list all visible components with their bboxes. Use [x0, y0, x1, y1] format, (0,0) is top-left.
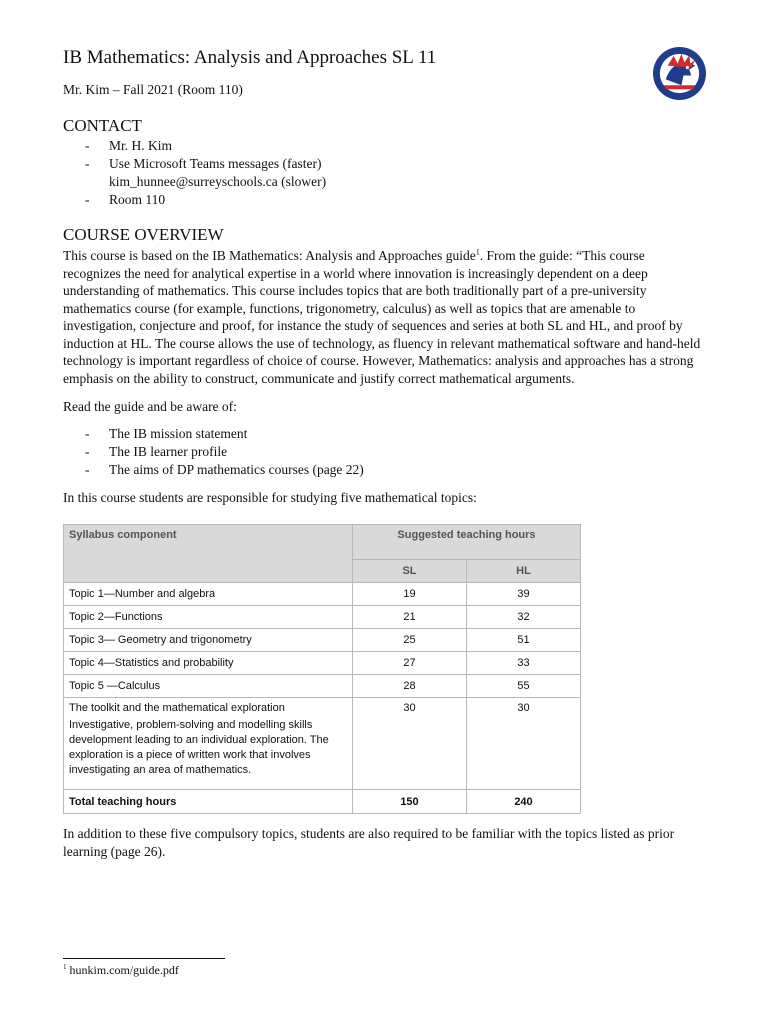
list-item[interactable]	[85, 173, 326, 191]
list-item: - The aims of DP mathematics courses (page 22)	[85, 462, 364, 477]
column-header-hours: Suggested teaching hours	[353, 525, 581, 560]
table-row: Topic 3— Geometry and trigonometry 25 51	[64, 629, 581, 652]
toolkit-description: Investigative, problem-solving and modelling skills development leading to an individual exploration. The exploration is a piece of written work that involves investigating an area of mathematics.	[69, 719, 329, 776]
table-row: Topic 2—Functions 21 32	[64, 606, 581, 629]
aware-list	[85, 425, 364, 479]
column-header-component: Syllabus component	[64, 525, 353, 583]
footnote-reference[interactable]: 1	[475, 247, 480, 257]
footnote-separator	[63, 958, 225, 959]
page-title: IB Mathematics: Analysis and Approaches SL 11	[63, 47, 437, 68]
table-row: Topic 4—Statistics and probability 27 33	[64, 652, 581, 675]
table-row-toolkit: The toolkit and the mathematical exploration Investigative, problem-solving and modelling skills development leading to an individual exploration. The exploration is a piece of written work that involves investigating an area of mathematics. 30 30	[64, 698, 581, 790]
overview-paragraph: This course is based on the IB Mathematics: Analysis and Approaches guide$^1$. From the guide: “This course recognizes the need for analytical expertise in a world where innovation is increasingly dependent on a deep understanding of mathematics. This course includes topics that are both traditionally part of a pre-university mathematics course (for example, functions, trigonometry, calculus) as well as topics that are amenable to investigation, conjecture and proof, for instance the study of sequences and series at both SL and HL, and proof by induction at HL. The course allows the use of technology, as fluency in relevant mathematical software and hand-held technology is important regardless of choice of course. However, Mathematics: analysis and approaches has a strong emphasis on the ability to construct, communicate and justify correct mathematical arguments.	[63, 247, 701, 386]
topics-intro-text: In this course students are responsible for studying five mathematical topics:	[63, 490, 477, 505]
closing-paragraph: In addition to these five compulsory topics, students are also required to be familiar with the topics listed as prior learning (page 26).	[63, 826, 675, 859]
read-guide-text: Read the guide and be aware of:	[63, 399, 237, 414]
contact-list	[85, 137, 326, 209]
list-item: - Use Microsoft Teams messages (faster)	[85, 156, 322, 171]
column-header-hl: HL	[467, 560, 581, 583]
table-row: Topic 5 —Calculus 28 55	[64, 675, 581, 698]
list-item: - Room 110	[85, 192, 166, 207]
syllabus-table	[63, 524, 581, 814]
list-item: - The IB mission statement	[85, 426, 248, 441]
table-row: Topic 1—Number and algebra 19 39	[64, 583, 581, 606]
contact-heading: CONTACT	[63, 116, 142, 135]
email-link[interactable]: kim_hunnee@surreyschools.ca (slower)	[109, 174, 327, 189]
list-item: - The IB learner profile	[85, 444, 228, 459]
footnote-link[interactable]: hunkim.com/guide.pdf	[69, 963, 179, 977]
table-row-total: Total teaching hours 150 240	[64, 790, 581, 814]
overview-heading: COURSE OVERVIEW	[63, 225, 224, 244]
table-header-row	[64, 525, 581, 560]
list-item: - Mr. H. Kim	[85, 138, 173, 153]
school-crest-logo	[652, 46, 707, 101]
toolkit-title: The toolkit and the mathematical exploration	[69, 702, 285, 714]
footnote: $^1$ hunkim.com/guide.pdf	[63, 963, 179, 977]
column-header-sl: SL	[353, 560, 467, 583]
course-subtitle: Mr. Kim – Fall 2021 (Room 110)	[63, 82, 243, 97]
